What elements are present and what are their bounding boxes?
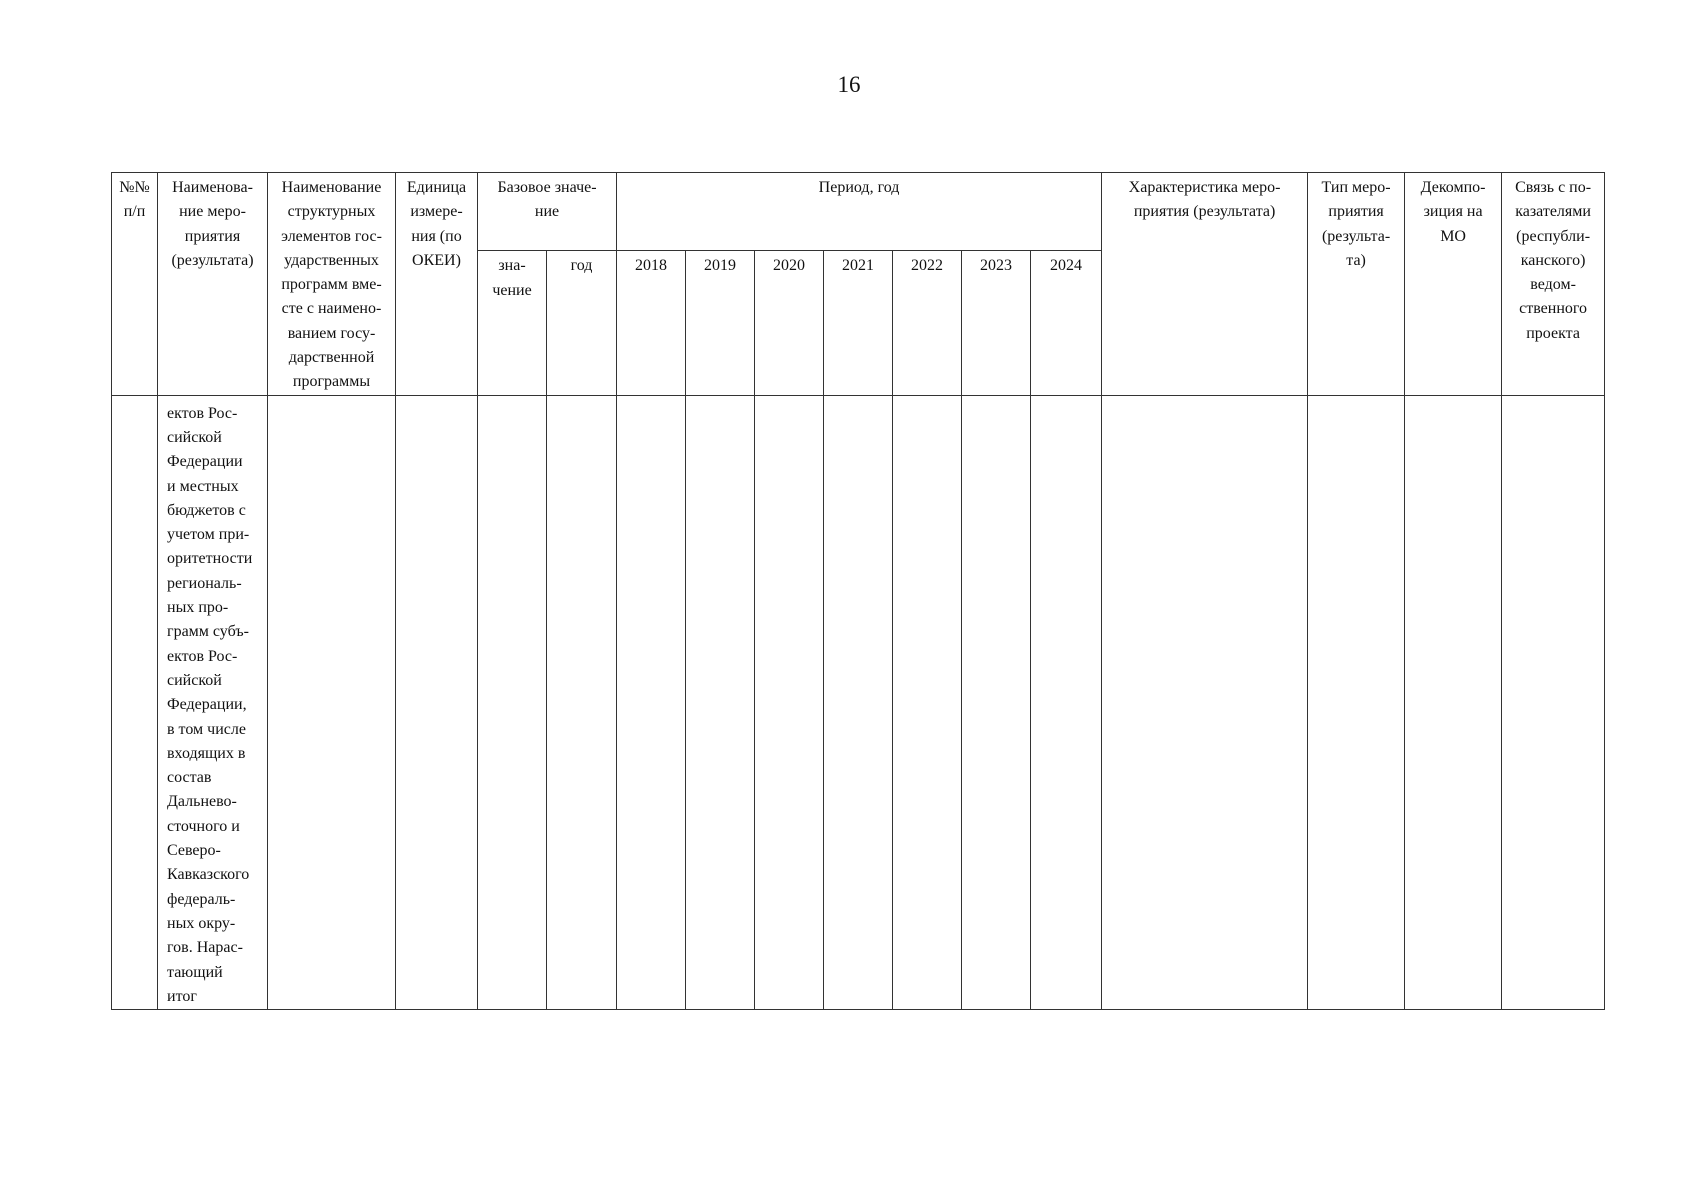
measures-table bbox=[111, 172, 1605, 1010]
cell-unit bbox=[396, 395, 478, 1009]
cell-characteristic bbox=[1102, 395, 1308, 1009]
header-year-2023: 2023 bbox=[962, 251, 1031, 395]
cell-measure-name: ектов Рос- сийской Федерации и местных бюджетов с учетом при- оритетности региональ- ных про- грамм субъ- ектов Рос- сийской Федерации, в том числе входящих в состав Дальнево- сточного и Северо- Кавказского федераль- ных окру- гов. Нарас- тающий итог bbox=[158, 395, 268, 1009]
cell-2021 bbox=[824, 395, 893, 1009]
header-year-2024: 2024 bbox=[1031, 251, 1102, 395]
cell-decomposition bbox=[1405, 395, 1502, 1009]
header-year-2021: 2021 bbox=[824, 251, 893, 395]
table-row bbox=[112, 395, 1605, 1009]
cell-2019 bbox=[686, 395, 755, 1009]
header-base-value: Базовое значе- ние bbox=[478, 173, 617, 251]
header-type: Тип меро- приятия (результа- та) bbox=[1308, 173, 1405, 396]
header-year-2019: 2019 bbox=[686, 251, 755, 395]
cell-2020 bbox=[755, 395, 824, 1009]
header-year-2022: 2022 bbox=[893, 251, 962, 395]
cell-2024 bbox=[1031, 395, 1102, 1009]
page-number: 16 bbox=[837, 72, 861, 97]
header-unit: Единица измере- ния (по ОКЕИ) bbox=[396, 173, 478, 396]
cell-type bbox=[1308, 395, 1405, 1009]
header-link: Связь с по- казателями (республи- канского) ведом- ственного проекта bbox=[1502, 173, 1605, 396]
header-row-top bbox=[112, 173, 1605, 251]
header-measure-name: Наименова- ние меро- приятия (результата) bbox=[158, 173, 268, 396]
header-year-2020: 2020 bbox=[755, 251, 824, 395]
header-decomposition: Декомпо- зиция на МО bbox=[1405, 173, 1502, 396]
header-base-value-value: зна- чение bbox=[478, 251, 547, 395]
header-structural-elements: Наименование структурных элементов гос- ударственных программ вме- сте с наимено- ванием госу- дарственной программы bbox=[268, 173, 396, 396]
cell-number bbox=[112, 395, 158, 1009]
cell-structural-elements bbox=[268, 395, 396, 1009]
header-year-2018: 2018 bbox=[617, 251, 686, 395]
header-base-value-year: год bbox=[547, 251, 617, 395]
header-period: Период, год bbox=[617, 173, 1102, 251]
header-number: №№ п/п bbox=[112, 173, 158, 396]
cell-2023 bbox=[962, 395, 1031, 1009]
cell-base-year bbox=[547, 395, 617, 1009]
cell-base-value bbox=[478, 395, 547, 1009]
cell-2018 bbox=[617, 395, 686, 1009]
cell-link bbox=[1502, 395, 1605, 1009]
header-characteristic: Характеристика меро- приятия (результата) bbox=[1102, 173, 1308, 396]
cell-2022 bbox=[893, 395, 962, 1009]
